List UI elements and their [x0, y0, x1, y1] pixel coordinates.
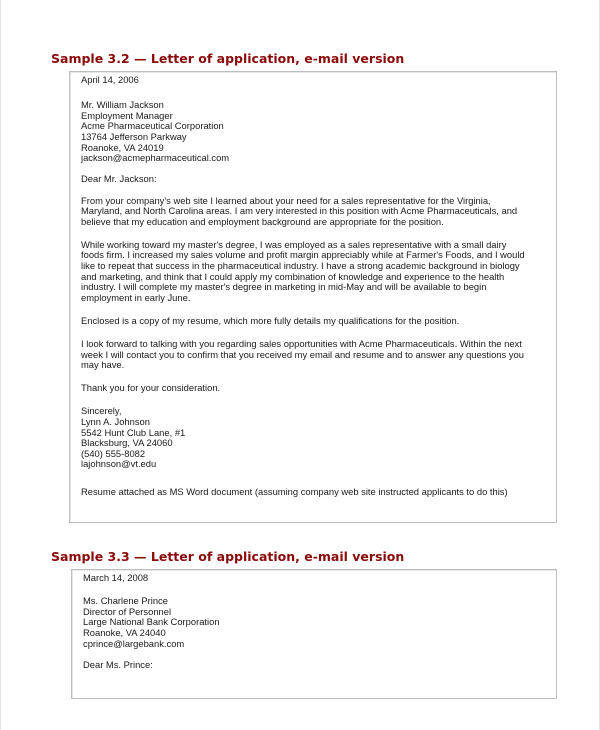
text-line: Enclosed is a copy of my resume, which more fully details my qualifications for the position. [81, 314, 460, 326]
text-line: Ms. Charlene Prince [83, 595, 168, 607]
text-line: Roanoke, VA 24040 [83, 626, 166, 638]
recipient-address [81, 100, 556, 164]
text-line: (540) 555-8082 [81, 447, 146, 459]
text-line: jackson@acmepharmaceutical.com [81, 152, 230, 164]
text-line: Mr. William Jackson [81, 99, 164, 111]
text-line: Lynn A. Johnson [81, 415, 150, 427]
recipient-address [83, 596, 556, 649]
text-line: lajohnson@vt.edu [81, 458, 157, 470]
salutation: Dear Mr. Jackson: [81, 173, 157, 185]
text-line: Blacksburg, VA 24060 [81, 437, 173, 449]
text-line: like to repeat that success in the pharmaceutical industry. I have a strong academic background in biology [81, 260, 520, 271]
text-line: employment in early June. [81, 291, 191, 303]
text-line: Large National Bank Corporation [83, 616, 220, 628]
text-line: Acme Pharmaceutical Corporation [81, 120, 224, 132]
salutation: Dear Ms. Prince: [83, 658, 153, 670]
text-line: While working toward my master's degree, I was employed as a sales representative with a small dairy [81, 238, 507, 250]
text-line: I look forward to talking with you regarding sales opportunities with Acme Pharmaceuticals. Within the next [81, 337, 522, 349]
paragraph [81, 383, 556, 406]
text-line: 13764 Jefferson Parkway [81, 130, 187, 142]
text-line: foods firm. I increased my sales volume and profit margin appreciably while at Farmer's Foods, and I would [81, 249, 525, 261]
text-line: Roanoke, VA 24019 [81, 141, 164, 153]
text-line: may have. [81, 359, 125, 371]
text-line: 5542 Hunt Club Lane, #1 [81, 426, 186, 438]
text-line: week I will contact you to confirm that you received my email and resume and to answer any questions you [81, 348, 524, 360]
letter-box-sample-3-3 [71, 569, 557, 699]
text-line: cprince@largebank.com [83, 637, 185, 649]
text-line: and marketing, and think that I could apply my combination of knowledge and experience to the health [81, 270, 505, 282]
text-line: Maryland, and North Carolina areas. I am very interested in this position with Acme Pharmaceuticals, and [81, 205, 518, 217]
text-line: From your company's web site I learned about your need for a sales representative for the Virginia, [81, 194, 491, 206]
letter-date: March 14, 2008 [83, 572, 149, 583]
attachment-note: Resume attached as MS Word document (assuming company web site instructed applicants to do this) [81, 485, 508, 497]
paragraph [81, 316, 556, 339]
text-line: industry. I will complete my master's degree in marketing in mid-May and will be available to begin [81, 281, 487, 293]
letter-box-sample-3-2 [69, 71, 557, 523]
text-line: Director of Personnel [83, 605, 172, 617]
signature-block [81, 406, 556, 470]
text-line: Sincerely, [81, 405, 122, 417]
sample-3-2-title: Sample 3.2 — Letter of application, e-mail version [51, 51, 405, 66]
letter-body [81, 196, 556, 407]
sample-3-3-title: Sample 3.3 — Letter of application, e-mail version [51, 549, 405, 564]
text-line: Thank you for your consideration. [81, 382, 221, 394]
paragraph [81, 240, 556, 316]
text-line: believe that my education and employment background are appropriate for the position. [81, 215, 444, 227]
paragraph [81, 339, 556, 383]
letter-date: April 14, 2006 [81, 74, 139, 85]
paragraph [81, 196, 556, 240]
text-line: Employment Manager [81, 109, 173, 121]
